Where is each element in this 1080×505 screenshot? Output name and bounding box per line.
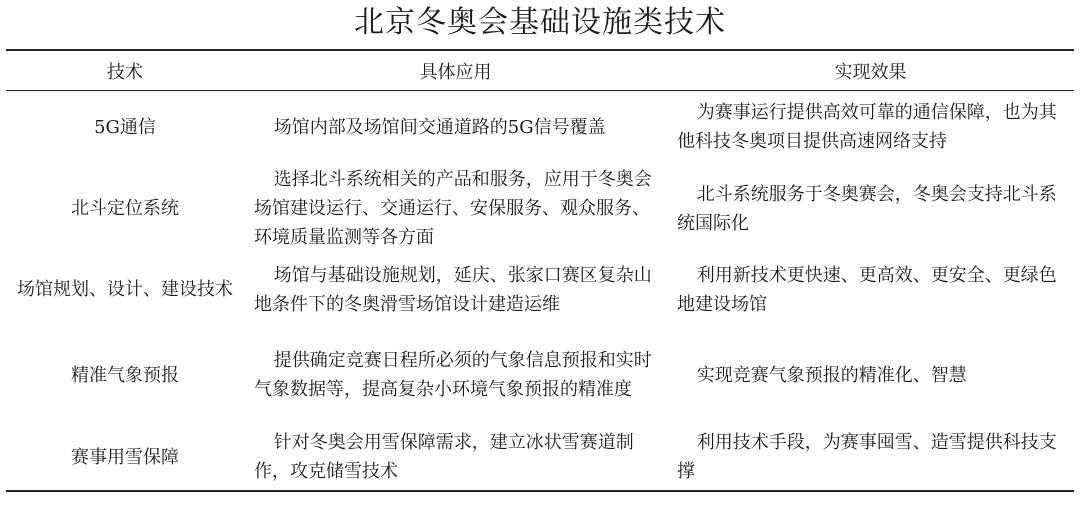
- cell-effect: 利用新技术更快速、更高效、更安全、更绿色地建设场馆: [677, 264, 1057, 315]
- table-row: [6, 91, 1074, 164]
- header-technology: 技术: [107, 61, 143, 83]
- header-application: 具体应用: [419, 61, 492, 83]
- cell-application: 提供确定竞赛日程所必须的气象信息预报和实时气象数据等，提高复杂小环境气象预报的精准度: [254, 350, 652, 400]
- cell-effect: 利用技术手段，为赛事囤雪、造雪提供科技支撑: [677, 432, 1057, 482]
- cell-application: 选择北斗系统相关的产品和服务，应用于冬奥会场馆建设运行、交通运行、安保服务、观众服务、环境质量监测等各方面: [254, 169, 652, 248]
- cell-technology: 北斗定位系统: [71, 198, 179, 219]
- cell-technology: 赛事用雪保障: [71, 446, 179, 468]
- header-row: [6, 50, 1074, 91]
- header-effect: 实现效果: [834, 61, 907, 83]
- table-title: 北京冬奥会基础设施类技术: [354, 5, 726, 40]
- cell-effect: 为赛事运行提供高效可靠的通信保障，也为其他科技冬奥项目提供高速网络支持: [677, 102, 1057, 153]
- table-row: [6, 326, 1074, 425]
- cell-effect: 实现竞赛气象预报的精准化、智慧: [696, 364, 967, 386]
- table-row: [6, 425, 1074, 491]
- cell-application: 针对冬奥会用雪保障需求，建立冰状雪赛道制作，攻克储雪技术: [254, 432, 634, 482]
- cell-technology: 精准气象预报: [71, 364, 179, 386]
- cell-technology: 5G通信: [94, 116, 156, 138]
- cell-application: 场馆内部及场馆间交通道路的5G信号覆盖: [273, 116, 606, 138]
- cell-application: 场馆与基础设施规划，延庆、张家口赛区复杂山地条件下的冬奥滑雪场馆设计建造运维: [254, 264, 652, 315]
- cell-effect: 北斗系统服务于冬奥赛会，冬奥会支持北斗系统国际化: [677, 183, 1057, 234]
- table-row: [6, 164, 1074, 254]
- cell-technology: 场馆规划、设计、建设技术: [17, 279, 233, 300]
- technology-table: [6, 49, 1074, 492]
- table-row: [6, 254, 1074, 326]
